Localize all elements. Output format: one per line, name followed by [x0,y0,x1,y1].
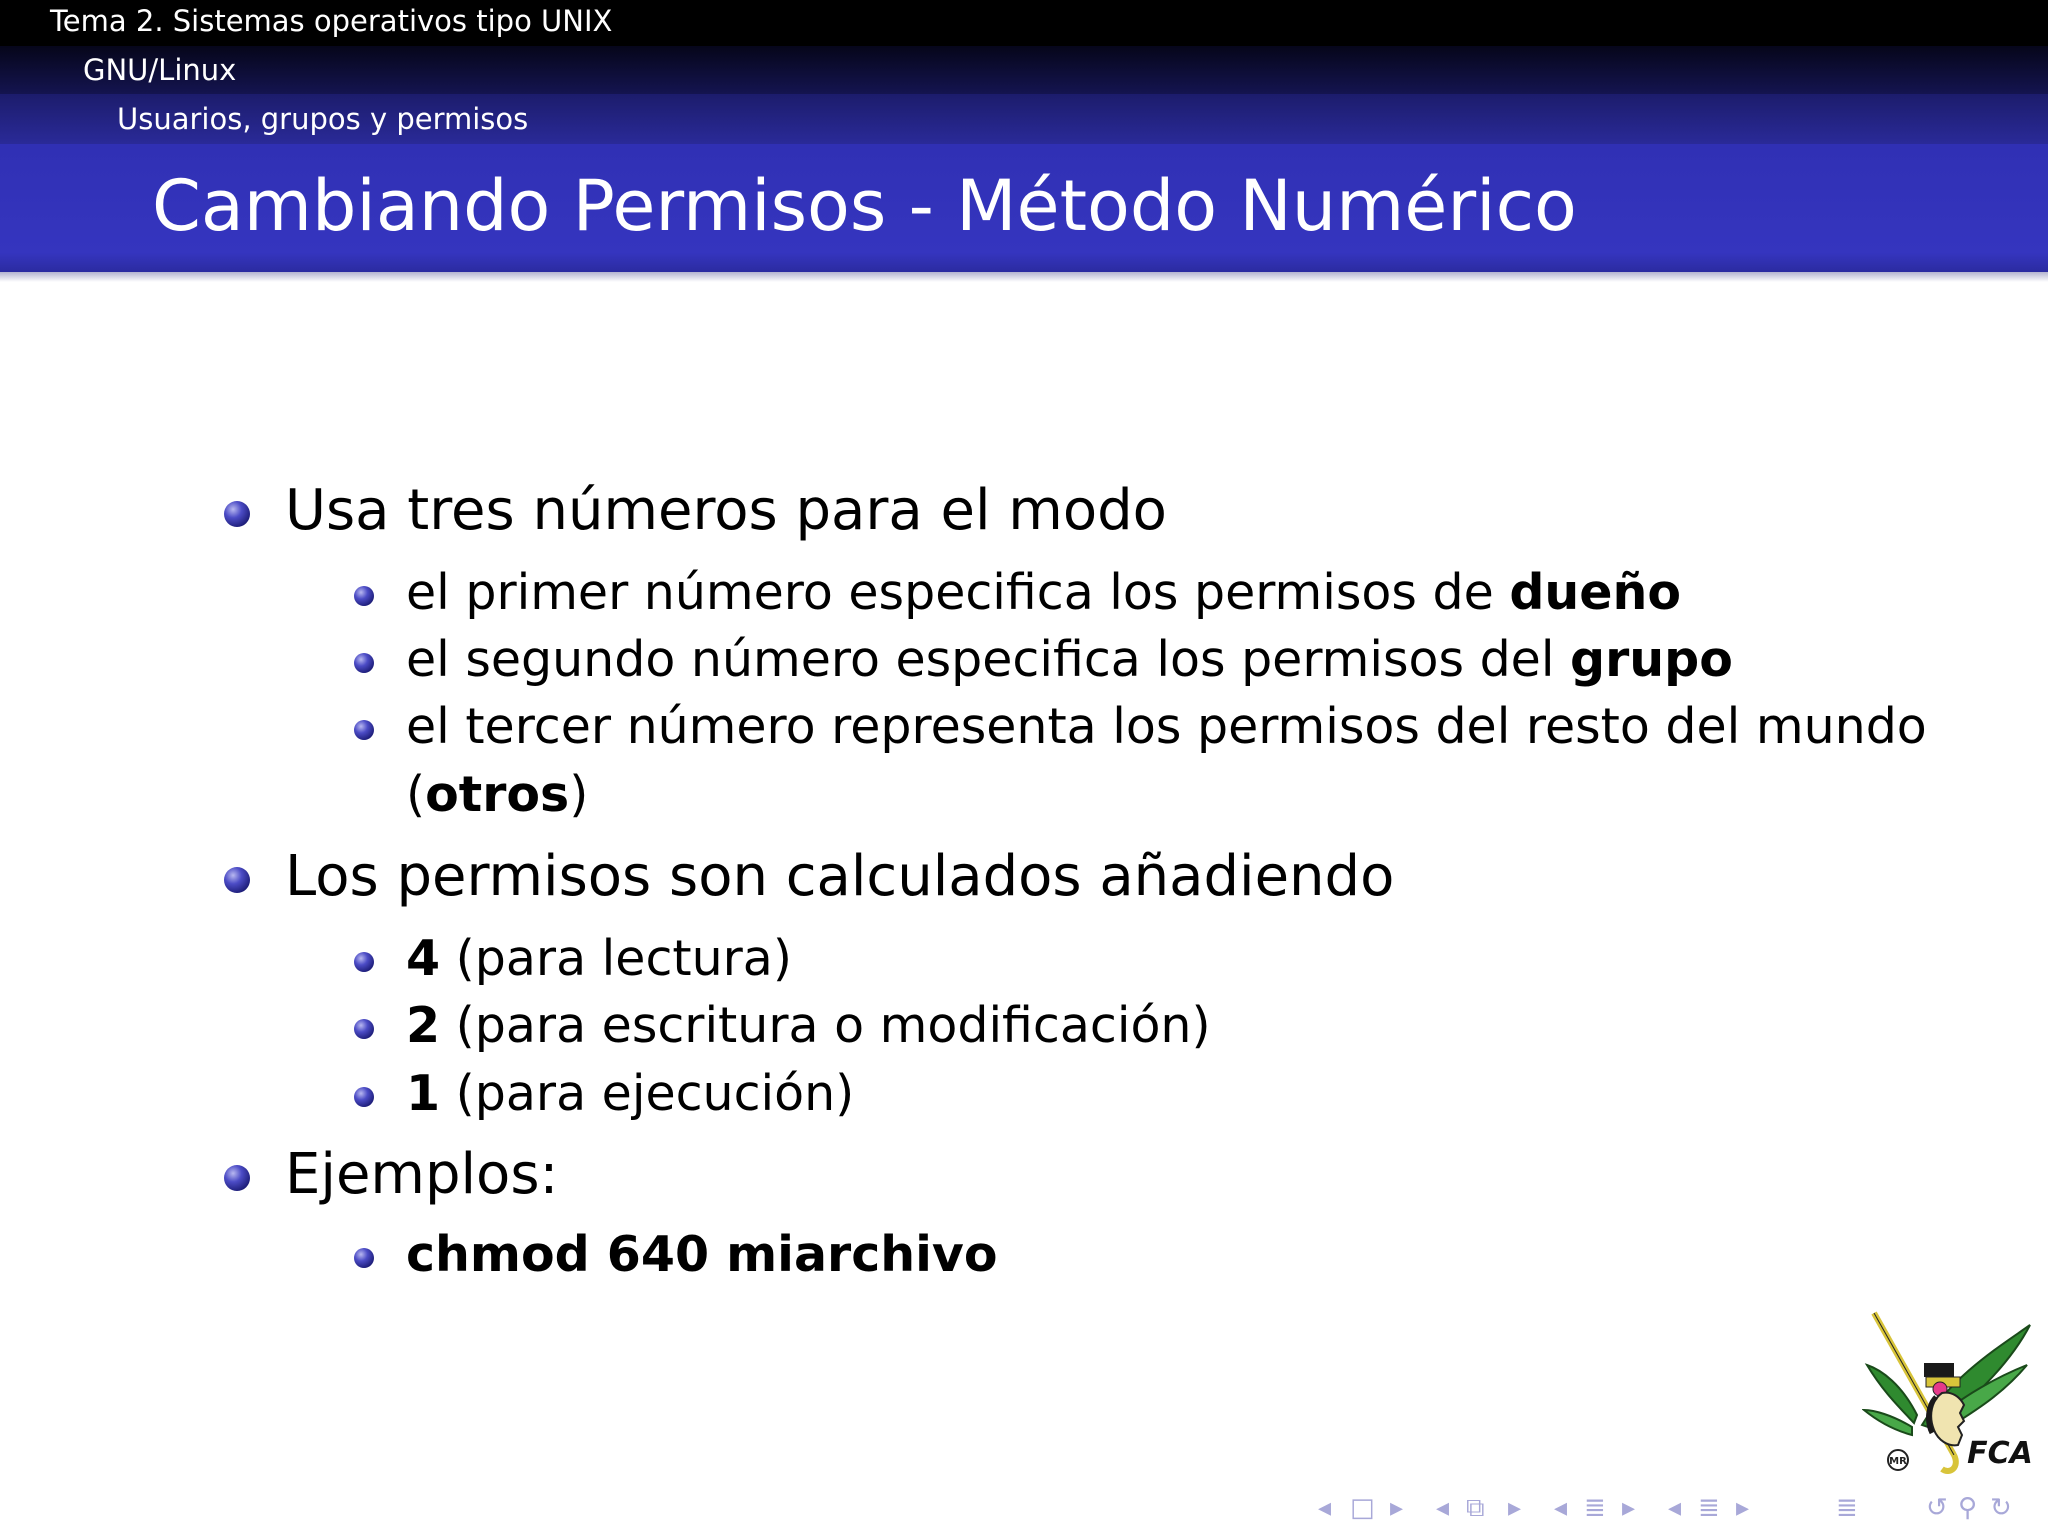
part-icon[interactable]: ≣ [1698,1493,1720,1523]
sub-bullet-ball-icon [354,653,374,673]
sub-bullet-bold: otros [425,766,570,823]
beamer-navigation [1312,1490,2032,1526]
header-subsection-label: GNU/Linux [83,53,237,87]
sub-bullet-continuation [406,762,588,828]
mr-mark: MR [1889,1456,1907,1467]
header-subsubsection-label: Usuarios, grupos y permisos [117,102,529,136]
bullet-ball-icon [224,501,250,527]
sub-bullet-ball-icon [354,1019,374,1039]
bullet-text: Los permisos son calculados añadiendo [285,844,1395,909]
sub-bullet-bold: dueño [1509,564,1682,621]
sub-bullet-text: (para ejecución) [440,1065,855,1122]
bullet-item [285,476,1167,546]
title-shadow [0,272,2048,282]
paren-close: ) [569,766,589,823]
sub-bullet-ball-icon [354,952,374,972]
sub-bullet-item [406,1061,854,1127]
sub-bullet-bold: grupo [1570,631,1733,688]
sub-bullet-text: el segundo número especifica los permisos del [406,631,1571,688]
bullet-item [285,842,1394,912]
part-back-arrow-icon[interactable]: ◂ [1668,1493,1682,1523]
frame-back-arrow-icon[interactable]: ◂ [1318,1493,1332,1523]
paren-open: ( [406,766,426,823]
sub-bullet-item [406,627,1733,693]
sub-bullet-ball-icon [354,1087,374,1107]
subsection-icon[interactable]: ⧉ [1466,1493,1485,1523]
header-subsection[interactable] [0,46,2048,94]
bullet-text: Usa tres números para el modo [285,478,1167,543]
sub-bullet-bold: 1 [406,1065,441,1122]
search-icon[interactable]: ⚲ [1958,1493,1978,1523]
header-subsubsection[interactable] [0,94,2048,144]
fca-unam-logo-icon [1862,1305,2032,1480]
sub-bullet-text: (para lectura) [440,930,792,987]
sub-bullet-text: (para escritura o modificación) [440,997,1211,1054]
sub-bullet-text: el tercer número representa los permisos del resto del mundo [406,698,1927,755]
sub-bullet-item [406,926,792,992]
sub-bullet-ball-icon [354,1248,374,1268]
sub-bullet-item [406,993,1211,1059]
sub-bullet-bold: 2 [406,997,441,1054]
bullet-ball-icon [224,1165,250,1191]
subsection-back-arrow-icon[interactable]: ◂ [1436,1493,1450,1523]
bullet-item [285,1140,558,1210]
sub-bullet-text: el primer número especifica los permisos de [406,564,1510,621]
sub-bullet-bold: chmod 640 miarchivo [406,1226,998,1283]
back-icon[interactable]: ↺ [1926,1493,1948,1523]
bullet-ball-icon [224,867,250,893]
sub-bullet-bold: 4 [406,930,441,987]
sub-bullet-item [406,560,1681,626]
align-icon[interactable]: ≣ [1836,1493,1858,1523]
header-section[interactable] [0,0,2048,46]
part-forward-arrow-icon[interactable]: ▸ [1736,1493,1750,1523]
section-back-arrow-icon[interactable]: ◂ [1554,1493,1568,1523]
section-icon[interactable]: ≣ [1584,1493,1606,1523]
section-forward-arrow-icon[interactable]: ▸ [1622,1493,1636,1523]
fca-text: FCA [1967,1436,2032,1471]
sub-bullet-item [406,1222,998,1288]
frame-title-bar [0,144,2048,272]
sub-bullet-ball-icon [354,586,374,606]
header-section-label: Tema 2. Sistemas operativos tipo UNIX [50,4,613,38]
sub-bullet-item [406,694,1927,760]
subsection-forward-arrow-icon[interactable]: ▸ [1508,1493,1522,1523]
forward-icon[interactable]: ↻ [1990,1493,2012,1523]
fca-logo [1862,1305,2032,1480]
bullet-text: Ejemplos: [285,1142,559,1207]
frame-forward-arrow-icon[interactable]: ▸ [1390,1493,1404,1523]
sub-bullet-ball-icon [354,720,374,740]
frame-icon[interactable]: □ [1350,1493,1375,1523]
frame-title: Cambiando Permisos - Método Numérico [152,165,1577,247]
